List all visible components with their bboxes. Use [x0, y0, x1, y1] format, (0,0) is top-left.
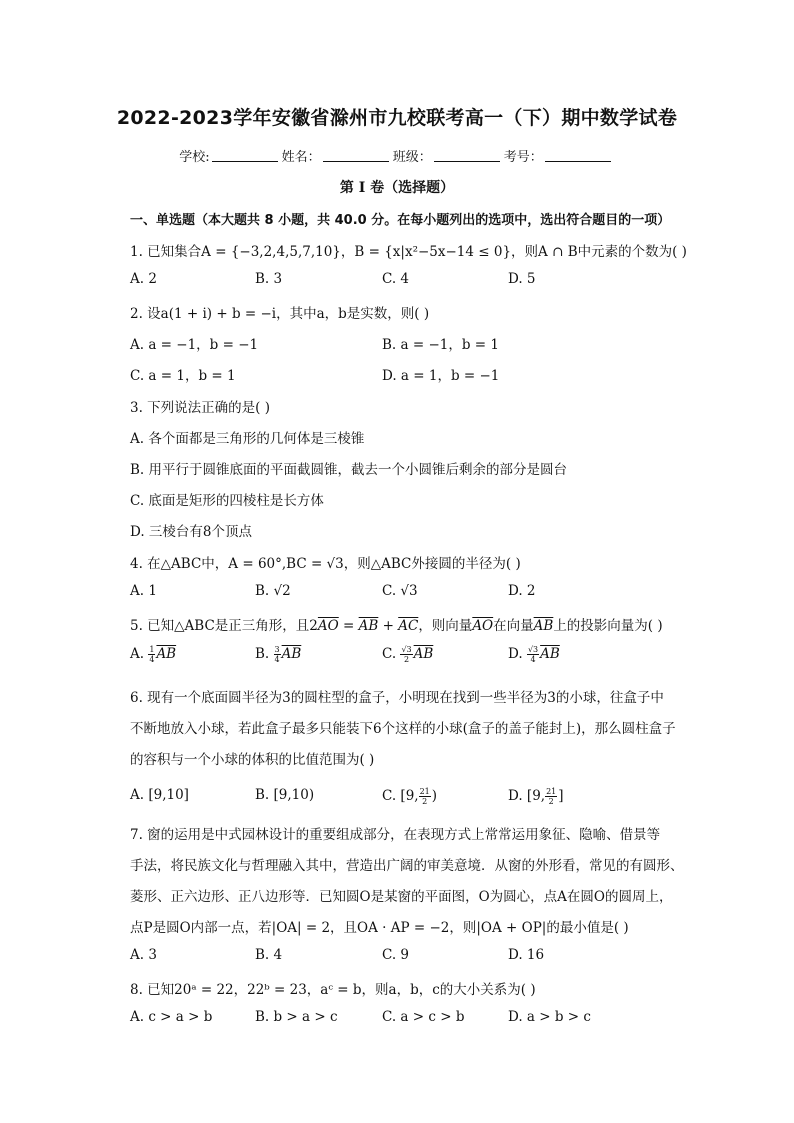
q6-option-c-text: C. [9,	[382, 788, 419, 804]
q5-option-b	[255, 645, 301, 664]
q2-option-c: C. a = 1，b = 1	[130, 368, 236, 384]
q5-option-a	[130, 645, 176, 664]
q4-option-a: A. 1	[130, 583, 157, 599]
question-6-line-1: 6. 现有一个底面圆半径为3的圆柱型的盒子，小明现在找到一些半径为3的小球，往盒子中	[130, 690, 664, 706]
q5-option-a-den: 4	[149, 655, 155, 664]
question-4: 4. 在△ABC中，A = 60°,BC = √3，则△ABC外接圆的半径为( )	[130, 556, 521, 572]
question-8: 8. 已知20ᵃ = 22，22ᵇ = 23，aᶜ = b，则a，b，c的大小关系为( )	[130, 982, 536, 998]
q6-option-d-fraction	[545, 787, 557, 806]
q8-option-a: A. c > a > b	[130, 1009, 213, 1025]
question-5	[130, 614, 663, 634]
q8-option-c: C. a > c > b	[382, 1009, 465, 1025]
q5-vector-ao-2: $\overline{AO}$	[472, 618, 494, 634]
section-heading: 一、单选题（本大题共 8 小题，共 40.0 分。在每小题列出的选项中，选出符合题目的一项）	[130, 213, 671, 228]
q5-option-c-label: C.	[382, 646, 397, 662]
class-label: 班级：	[392, 150, 432, 165]
q5-vector-ao: $\overline{AO}$	[317, 618, 339, 634]
q6-option-c	[382, 787, 437, 806]
q5-vector-ab: $\overline{AB}$	[358, 618, 379, 634]
q5-text-a: 5. 已知△ABC是正三角形，且2	[130, 618, 318, 634]
q5-option-d-den: 4	[530, 655, 536, 664]
q8-option-d: D. a > b > c	[508, 1009, 591, 1025]
q7-option-c: C. 9	[382, 947, 410, 963]
q5-option-c	[382, 645, 433, 664]
q5-option-a-label: A.	[130, 646, 145, 662]
q4-option-b: B. √2	[255, 583, 291, 599]
question-7-line-1: 7. 窗的运用是中式园林设计的重要组成部分，在表现方式上常常运用象征、隐喻、借景等	[130, 827, 661, 843]
q3-option-a: A. 各个面都是三角形的几何体是三棱锥	[130, 431, 365, 447]
q5-vector-ab-2: $\overline{AB}$	[533, 618, 554, 634]
q7-option-b: B. 4	[255, 947, 283, 963]
q5-option-d-label: D.	[508, 646, 523, 662]
q6-option-c-fraction	[419, 787, 431, 806]
q3-option-b: B. 用平行于圆锥底面的平面截圆锥，截去一个小圆锥后剩余的部分是圆台	[130, 462, 568, 478]
q1-option-b: B. 3	[255, 271, 283, 287]
part-heading: 第 I 卷（选择题）	[339, 180, 455, 196]
q5-option-d-num: √3	[527, 645, 539, 654]
q3-option-c: C. 底面是矩形的四棱柱是长方体	[130, 493, 324, 509]
q7-option-a: A. 3	[130, 947, 157, 963]
q1-option-d: D. 5	[508, 271, 536, 287]
q5-option-c-fraction	[400, 645, 412, 664]
q6-option-d-den: 2	[548, 797, 554, 806]
q4-option-c: C. √3	[382, 583, 418, 599]
exam-title: 2022-2023学年安徽省滁州市九校联考高一（下）期中数学试卷	[116, 107, 678, 129]
q5-option-b-fraction	[274, 645, 281, 664]
question-6-line-3: 的容积与一个小球的体积的比值范围为( )	[130, 752, 375, 768]
q6-option-d-num: 21	[546, 787, 557, 796]
q1-option-c: C. 4	[382, 271, 410, 287]
q5-option-c-num: √3	[401, 645, 412, 654]
school-label: 学校:	[179, 150, 210, 165]
exam-no-label: 考号：	[503, 150, 543, 165]
question-6-line-2: 不断地放入小球，若此盒子最多只能装下6个这样的小球(盒子的盖子能封上)，那么圆柱盒子	[130, 721, 676, 737]
q5-plus: +	[378, 618, 399, 634]
class-blank	[434, 149, 500, 162]
q6-option-c-num: 21	[419, 787, 430, 796]
q6-option-d-close: ]	[558, 788, 564, 804]
q5-option-d-fraction	[527, 645, 539, 664]
q5-option-c-vector: $\overline{AB}$	[413, 646, 434, 662]
q6-option-d	[508, 787, 564, 806]
student-info-line	[0, 146, 794, 165]
q5-option-b-den: 4	[274, 655, 280, 664]
q5-option-d	[508, 645, 560, 664]
q5-option-b-num: 3	[274, 645, 280, 654]
q5-text-b: ，则向量	[418, 618, 473, 634]
q5-option-a-num: 1	[149, 645, 155, 654]
question-2: 2. 设a(1 + i) + b = −i，其中a，b是实数，则( )	[130, 306, 430, 322]
q7-option-d: D. 16	[508, 947, 545, 963]
name-label: 姓名：	[281, 150, 321, 165]
question-1: 1. 已知集合A = {−3,2,4,5,7,10}，B = {x|x²−5x−14 ≤ 0}，则A ∩ B中元素的个数为( )	[130, 244, 687, 260]
q2-option-a: A. a = −1，b = −1	[130, 337, 259, 353]
question-3: 3. 下列说法正确的是( )	[130, 400, 270, 416]
q2-option-d: D. a = 1，b = −1	[382, 368, 500, 384]
q2-option-b: B. a = −1，b = 1	[382, 337, 499, 353]
question-7-line-3: 菱形、正六边形、正八边形等．已知圆O是某窗的平面图，O为圆心，点A在圆O的圆周上，	[130, 889, 673, 905]
q5-equals: =	[338, 618, 359, 634]
q5-text-d: 上的投影向量为( )	[553, 618, 663, 634]
question-7-line-2: 手法，将民族文化与哲理融入其中，营造出广阔的审美意境．从窗的外形看，常见的有圆形、	[130, 858, 684, 874]
q1-option-a: A. 2	[130, 271, 157, 287]
name-blank	[323, 149, 389, 162]
q6-option-d-text: D. [9,	[508, 788, 546, 804]
q6-option-b: B. [9,10)	[255, 787, 315, 803]
q8-option-b: B. b > a > c	[255, 1009, 338, 1025]
q5-option-a-fraction	[148, 645, 155, 664]
q6-option-a: A. [9,10]	[130, 787, 189, 803]
q5-vector-ac: $\overline{AC}$	[398, 618, 419, 634]
q5-option-d-vector: $\overline{AB}$	[540, 646, 560, 662]
school-blank	[212, 149, 278, 162]
q3-option-d: D. 三棱台有8个顶点	[130, 524, 253, 540]
question-7-line-4: 点P是圆O内部一点，若|OA| = 2，且OA · AP = −2，则|OA + OP|的最小值是( )	[130, 920, 629, 936]
q5-option-c-den: 2	[403, 655, 410, 664]
q5-option-b-vector: $\overline{AB}$	[281, 646, 302, 662]
q6-option-c-close: )	[431, 788, 438, 804]
q5-option-a-vector: $\overline{AB}$	[156, 646, 177, 662]
exam-no-blank	[545, 149, 611, 162]
q4-option-d: D. 2	[508, 583, 536, 599]
q5-text-c: 在向量	[493, 618, 534, 634]
q5-option-b-label: B.	[255, 646, 270, 662]
q6-option-c-den: 2	[422, 797, 428, 806]
